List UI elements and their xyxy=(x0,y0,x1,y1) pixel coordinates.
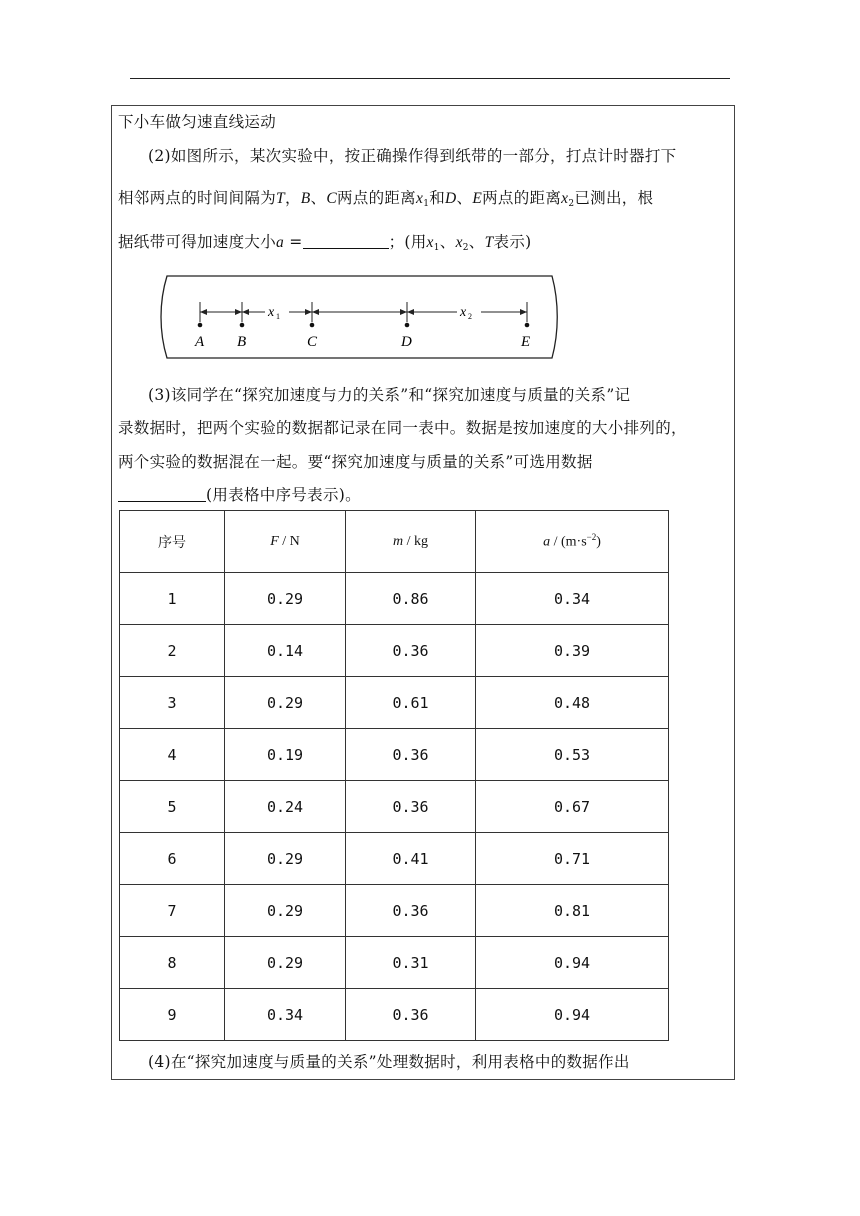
tape-label-a: A xyxy=(195,334,205,350)
table-cell: 0.34 xyxy=(225,989,346,1041)
q3-line-4: (用表格中序号表示)。 xyxy=(118,485,361,505)
table-cell: 1 xyxy=(120,573,225,625)
table-cell: 0.24 xyxy=(225,781,346,833)
table-row xyxy=(120,573,669,625)
table-cell: 0.86 xyxy=(346,573,476,625)
table-cell: 6 xyxy=(120,833,225,885)
table-cell: 0.36 xyxy=(346,781,476,833)
table-cell: 0.36 xyxy=(346,625,476,677)
table-cell: 0.29 xyxy=(225,573,346,625)
tape-outline xyxy=(161,276,557,358)
tape-label-c: C xyxy=(307,334,318,350)
table-cell: 0.14 xyxy=(225,625,346,677)
table-cell: 9 xyxy=(120,989,225,1041)
table-cell: 0.61 xyxy=(346,677,476,729)
header-index: 序号 xyxy=(120,511,225,573)
table-row xyxy=(120,729,669,781)
table-cell: 0.36 xyxy=(346,885,476,937)
table-cell: 0.31 xyxy=(346,937,476,989)
data-table xyxy=(119,510,669,1041)
table-cell: 0.36 xyxy=(346,989,476,1041)
paper-tape-diagram xyxy=(157,272,577,364)
table-cell: 3 xyxy=(120,677,225,729)
table-row xyxy=(120,625,669,677)
header-rule xyxy=(130,78,730,79)
table-cell: 0.41 xyxy=(346,833,476,885)
table-cell: 5 xyxy=(120,781,225,833)
tape-label-e: E xyxy=(521,334,531,350)
header-mass: m / kg xyxy=(346,511,476,573)
answer-blank-2[interactable] xyxy=(118,501,206,502)
table-cell: 2 xyxy=(120,625,225,677)
table-header-row xyxy=(120,511,669,573)
table-cell: 0.29 xyxy=(225,833,346,885)
text-line-1: 下小车做匀速直线运动 xyxy=(118,113,277,131)
table-row xyxy=(120,885,669,937)
answer-blank-1[interactable] xyxy=(303,248,389,249)
tape-dot-a xyxy=(198,323,203,328)
table-cell: 0.39 xyxy=(476,625,669,677)
table-row xyxy=(120,989,669,1041)
table-cell: 0.94 xyxy=(476,937,669,989)
q2-line-1: (2)如图所示，某次实验中，按正确操作得到纸带的一部分，打点计时器打下 xyxy=(148,147,677,165)
table-cell: 0.34 xyxy=(476,573,669,625)
header-force: F / N xyxy=(225,511,346,573)
table-cell: 0.29 xyxy=(225,885,346,937)
tape-dot-b xyxy=(240,323,245,328)
q2-line-2: 相邻两点的时间间隔为T，B、C两点的距离$x_1$和D、E两点的距离$x_2$已测出，根 xyxy=(118,189,654,209)
table-cell: 0.53 xyxy=(476,729,669,781)
tape-label-b: B xyxy=(237,334,247,350)
tape-dot-e xyxy=(525,323,530,328)
x2-label: x xyxy=(460,305,467,320)
tape-dot-c xyxy=(310,323,315,328)
table-row xyxy=(120,781,669,833)
tape-dot-d xyxy=(405,323,410,328)
table-cell: 4 xyxy=(120,729,225,781)
table-cell: 0.29 xyxy=(225,677,346,729)
table-row xyxy=(120,677,669,729)
x1-subscript: 1 xyxy=(276,312,280,321)
q3-line-2: 录数据时，把两个实验的数据都记录在同一表中。数据是按加速度的大小排列的， xyxy=(118,419,687,437)
x1-label: x xyxy=(268,305,275,320)
q2-line-3: 据纸带可得加速度大小a = ；(用$x_1$、$x_2$、T表示) xyxy=(118,233,532,253)
table-cell: 0.81 xyxy=(476,885,669,937)
table-cell: 0.19 xyxy=(225,729,346,781)
table-cell: 7 xyxy=(120,885,225,937)
table-cell: 0.67 xyxy=(476,781,669,833)
x2-subscript: 2 xyxy=(468,312,472,321)
tape-label-d: D xyxy=(401,334,412,350)
q3-line-1: (3)该同学在“探究加速度与力的关系”和“探究加速度与质量的关系”记 xyxy=(148,386,631,404)
table-cell: 8 xyxy=(120,937,225,989)
q4-line-1: (4)在“探究加速度与质量的关系”处理数据时，利用表格中的数据作出 xyxy=(148,1053,630,1071)
table-cell: 0.29 xyxy=(225,937,346,989)
table-cell: 0.71 xyxy=(476,833,669,885)
q3-line-3: 两个实验的数据混在一起。要“探究加速度与质量的关系”可选用数据 xyxy=(118,453,593,471)
table-row xyxy=(120,937,669,989)
table-cell: 0.94 xyxy=(476,989,669,1041)
table-cell: 0.36 xyxy=(346,729,476,781)
header-acceleration: $a / (m\cdot s^{-2})$ xyxy=(476,511,669,573)
table-row xyxy=(120,833,669,885)
table-cell: 0.48 xyxy=(476,677,669,729)
